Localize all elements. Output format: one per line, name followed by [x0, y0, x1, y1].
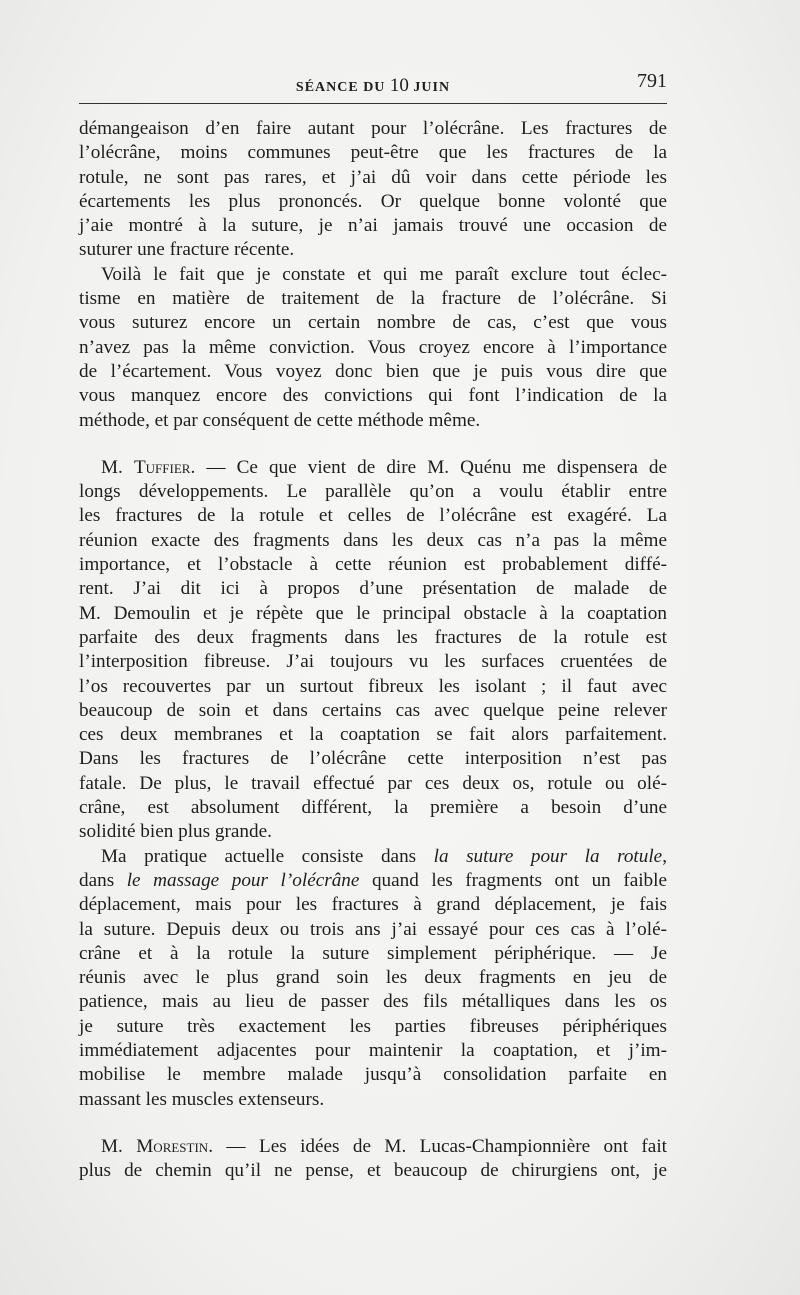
text-line: suturer une fracture récente.	[79, 239, 295, 261]
text-line	[79, 869, 667, 893]
page-header	[79, 70, 667, 96]
text-line: importance, et l’obstacle à cette réunion est probablement diffé-	[79, 554, 667, 576]
text-line: longs développements. Le parallèle qu’on a voulu établir entre	[79, 481, 667, 503]
page-body	[79, 117, 667, 1183]
text-line: réunis avec le plus grand soin les deux fragments en jeu de	[79, 967, 667, 989]
text-line: tisme en matière de traitement de la fracture de l’olécrâne. Si	[79, 288, 667, 310]
italic-text: la suture pour la rotule	[433, 845, 663, 867]
line-text: quand les fragments ont un faible	[359, 869, 667, 891]
text-line	[79, 1135, 667, 1159]
speaker-name: Tuffier.	[133, 456, 196, 478]
page-number: 791	[637, 70, 667, 92]
text-line: ces deux membranes et la coaptation se fait alors parfaitement.	[79, 724, 667, 746]
text-line: Dans les fractures de l’olécrâne cette interposition n’est pas	[79, 748, 667, 770]
text-line: immédiatement adjacentes pour maintenir la coaptation, et j’im-	[79, 1039, 667, 1061]
text-line: rotule, ne sont pas rares, et j’ai dû voir dans cette période les	[79, 166, 667, 188]
paragraph-ma-pratique	[79, 845, 667, 1112]
text-line: solidité bien plus grande.	[79, 821, 272, 843]
line-text: dans	[79, 869, 127, 891]
text-line: M. Demoulin et je répète que le principal obstacle à la coaptation	[79, 602, 667, 624]
text-line: écartements les plus prononcés. Or quelque bonne volonté que	[79, 190, 667, 212]
text-line: crâne et à la rotule la suture simplement périphérique. — Je	[79, 942, 667, 964]
text-line: déplacement, mais pour les fractures à grand déplacement, je fais	[79, 894, 667, 916]
text-line: de l’écartement. Vous voyez donc bien que je puis vous dire que	[79, 360, 667, 382]
text-line: vous manquez encore des convictions qui font l’indication de la	[79, 385, 667, 407]
header-rule	[79, 103, 667, 104]
text-line: j’aie montré à la suture, je n’ai jamais trouvé une occasion de	[79, 215, 667, 237]
line-text: Ma pratique actuelle consiste dans	[101, 845, 434, 867]
text-line: l’olécrâne, moins communes peut-être que les fractures de la	[79, 142, 667, 164]
text-line: n’avez pas la même conviction. Vous croyez encore à l’importance	[79, 336, 667, 358]
section-gap	[79, 433, 667, 456]
text-line: méthode, et par conséquent de cette méthode même.	[79, 409, 481, 431]
text-line: l’interposition fibreuse. J’ai toujours vu les surfaces cruentées de	[79, 651, 667, 673]
text-line: réunion exacte des fragments dans les deux cas n’a pas la même	[79, 529, 667, 551]
text-line: l’os recouvertes par un surtout fibreux les isolant ; il faut avec	[79, 675, 667, 697]
text-line: plus de chemin qu’il ne pense, et beaucoup de chirurgiens ont, je	[79, 1160, 667, 1182]
text-line: fatale. De plus, le travail effectué par ces deux os, rotule ou olé-	[79, 772, 667, 794]
text-line	[79, 456, 667, 480]
line-text: ,	[662, 845, 667, 867]
text-line: Voilà le fait que je constate et qui me paraît exclure tout éclec-	[101, 263, 667, 285]
line-text: — Les idées de M. Lucas-Championnière ont fait	[226, 1135, 667, 1157]
text-line: vous suturez encore un certain nombre de cas, c’est que vous	[79, 312, 667, 334]
text-line: parfaite des deux fragments dans les fractures de la rotule est	[79, 626, 667, 648]
paragraph-1	[79, 117, 667, 263]
paragraph-morestin	[79, 1135, 667, 1184]
text-line: rent. J’ai dit ici à propos d’une présentation de malade de	[79, 578, 667, 600]
text-line: la suture. Depuis deux ou trois ans j’ai essayé pour ces cas à l’olé-	[79, 918, 667, 940]
text-line: démangeaison d’en faire autant pour l’olécrâne. Les fractures de	[79, 118, 667, 139]
speaker-prefix: M.	[101, 456, 123, 478]
text-line: beaucoup de soin et dans certains cas avec quelque peine relever	[79, 699, 667, 721]
paragraph-tuffier	[79, 456, 667, 845]
running-title	[79, 75, 667, 97]
speaker-name: Morestin.	[136, 1135, 213, 1157]
paragraph-2	[79, 263, 667, 433]
running-title-text: SÉANCE DU	[295, 80, 386, 95]
running-title-month: JUIN	[413, 80, 451, 95]
italic-text: le massage pour l’olécrâne	[126, 869, 360, 891]
text-line: mobilise le membre malade jusqu’à consolidation parfaite en	[79, 1064, 667, 1086]
text-line: patience, mais au lieu de passer des fils métalliques dans les os	[79, 991, 667, 1013]
text-line: massant les muscles extenseurs.	[79, 1088, 325, 1110]
text-line: les fractures de la rotule et celles de l’olécrâne est exagéré. La	[79, 505, 667, 527]
line-text: — Ce que vient de dire M. Quénu me dispensera de	[206, 456, 668, 478]
section-gap	[79, 1112, 667, 1135]
speaker-prefix: M.	[101, 1135, 123, 1157]
text-line: crâne, est absolument différent, la première a besoin d’une	[79, 797, 667, 819]
running-title-date: 10	[389, 75, 409, 96]
text-line	[79, 845, 667, 869]
text-line: je suture très exactement les parties fibreuses périphériques	[79, 1015, 667, 1037]
